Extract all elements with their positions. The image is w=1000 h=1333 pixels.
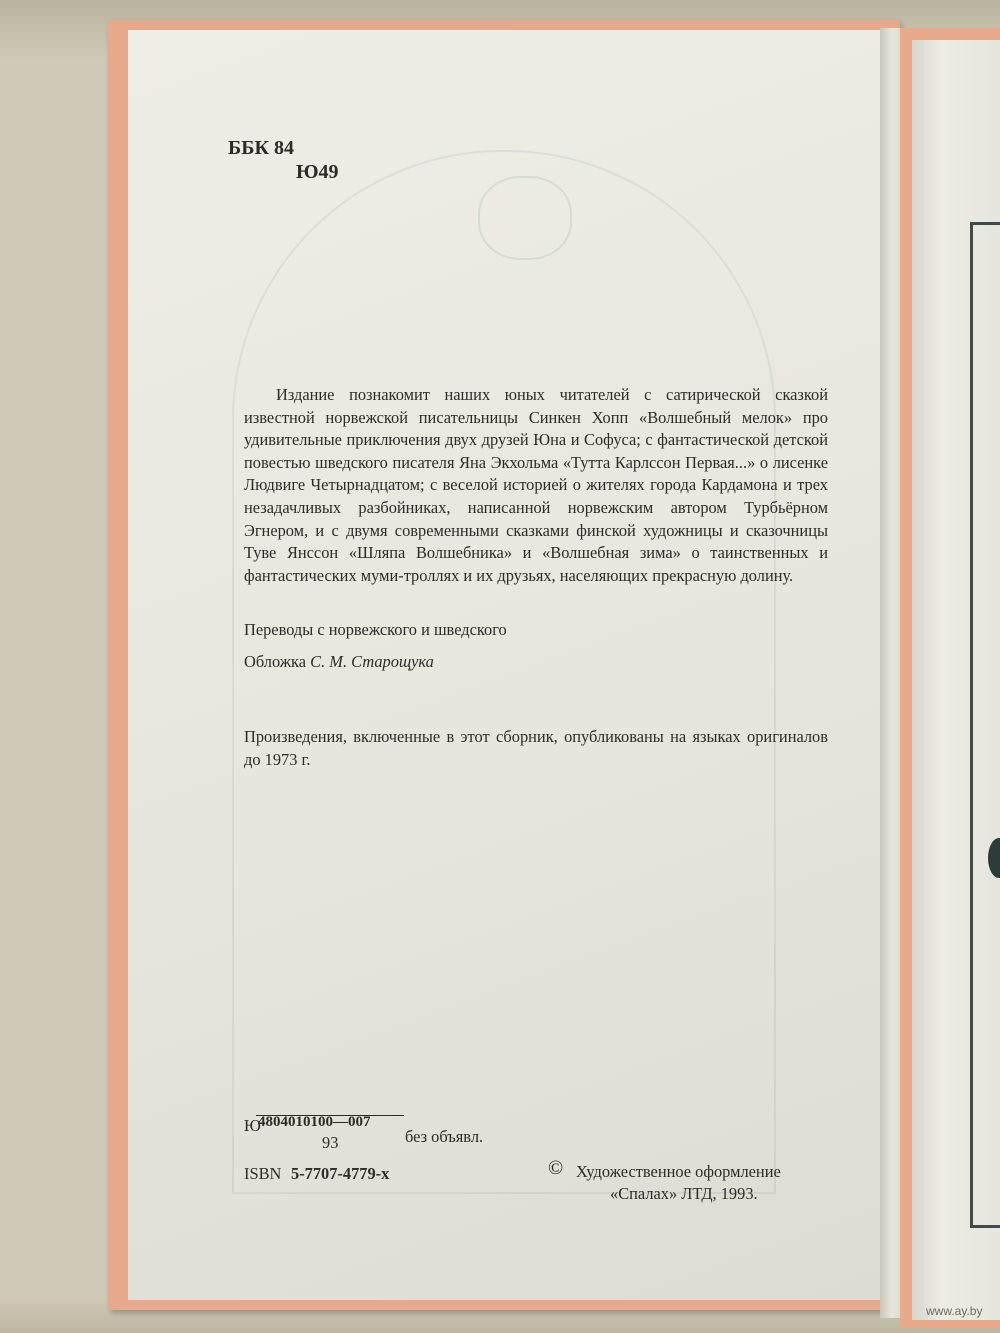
isbn-number: 5-7707-4779-х [291,1164,390,1183]
annotation-paragraph [244,384,828,587]
publication-notice: Произведения, включенные в этот сборник, опубликованы на языках оригиналов до 1973 г. [244,727,828,769]
right-page-ornament-frame [970,222,1000,1228]
copyright-line2: «Спалах» ЛТД, 1993. [610,1184,758,1203]
site-watermark: www.ay.by [926,1304,983,1318]
fraction-line [256,1115,404,1116]
catalog-note: без объявл. [405,1127,484,1146]
cover-artist: С. М. Старощука [310,652,434,671]
translations-note: Переводы с норвежского и шведского [244,620,507,639]
catalog-letter: Ю [244,1116,261,1135]
copyright-symbol: © [548,1157,564,1179]
cover-credit-label: Обложка [244,652,307,671]
catalog-numerator: 4804010100—007 [258,1114,371,1130]
annotation-text: Издание познакомит наших юных читателей с сатирической сказкой известной норвежской писательницы Синкен Хопп «Волшебный мелок» про удивительные приключения двух друзей Юна и Софуса; с фантастической детской повестью шведского писателя Яна Экхольма «Тутта Карлссон Первая...» о лисенке Людвиге Четырнадцатом; с веселой историей о жителях города Кардамона и трех незадачливых разбойниках, написанной норвежским автором Турбьёрном Эгнером, и с двумя современными сказками финской художницы и сказочницы Туве Янссон «Шляпа Волшебника» и «Волшебная зима» о таинственных и фантастических муми-троллях и их друзьях, населяющих прекрасную долину. [244,385,828,585]
cover-credit [244,651,434,674]
show-through-emblem [478,176,572,260]
isbn-label: ISBN [244,1164,282,1183]
author-mark: Ю49 [296,161,339,183]
copyright-line1: Художественное оформление [576,1162,781,1181]
bbk-code: ББК 84 [228,137,294,159]
catalog-denominator: 93 [322,1133,339,1152]
